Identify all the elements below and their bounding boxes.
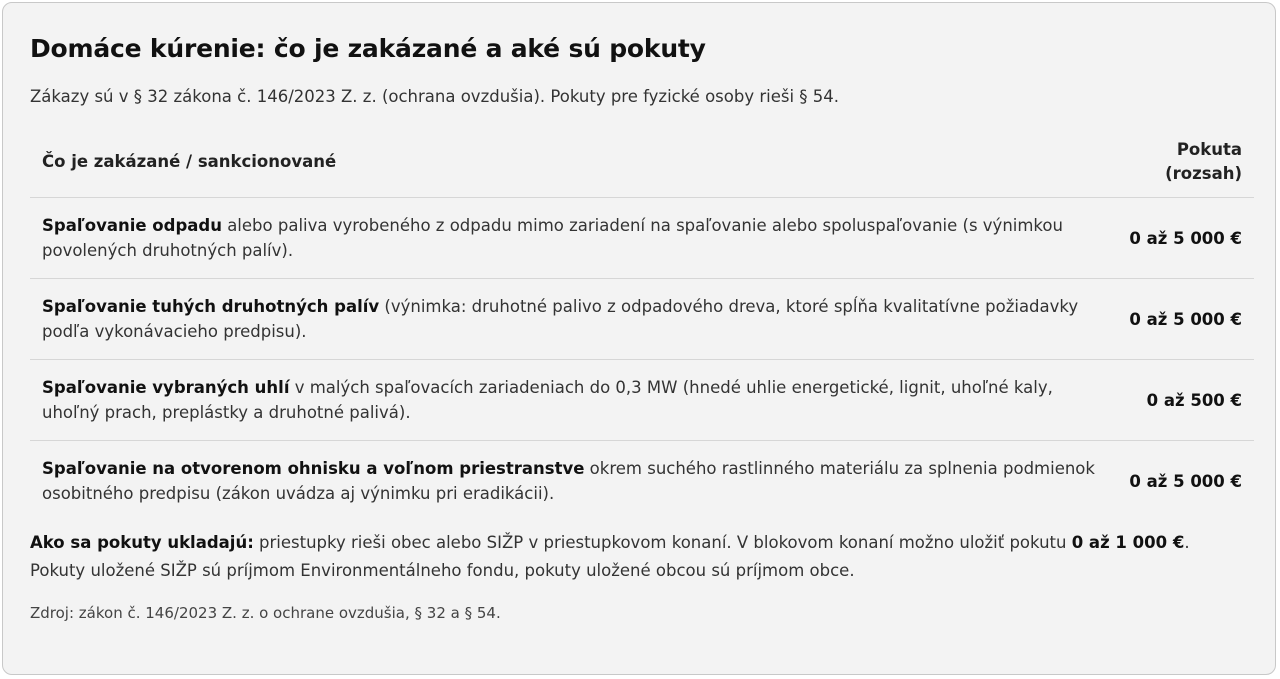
row-text: alebo paliva vyrobeného z odpadu mimo zariadení na spaľovanie alebo spoluspaľovanie (s výnimkou povolených druhotných palív). — [42, 216, 1063, 260]
row-description — [30, 441, 1110, 522]
table-row — [30, 198, 1254, 279]
note-amount: 0 až 1 000 € — [1071, 533, 1185, 552]
header-fine — [1110, 129, 1254, 198]
header-fine-line2: (rozsah) — [1165, 164, 1242, 183]
header-what: Čo je zakázané / sankcionované — [30, 129, 1110, 198]
row-bold-label: Spaľovanie odpadu — [42, 216, 222, 235]
header-fine-line1: Pokuta — [1176, 140, 1242, 159]
source-citation: Zdroj: zákon č. 146/2023 Z. z. o ochrane ovzdušia, § 32 a § 54. — [30, 604, 501, 622]
row-text: v malých spaľovacích zariadeniach do 0,3 MW (hnedé uhlie energetické, lignit, uhoľné kaly, uhoľný prach, preplástky a druhotné palivá). — [42, 378, 1053, 422]
row-bold-label: Spaľovanie na otvorenom ohnisku a voľnom priestranstve — [42, 459, 585, 478]
info-card — [2, 2, 1276, 675]
row-fine: 0 až 500 € — [1110, 360, 1254, 441]
row-description — [30, 360, 1110, 441]
table-row — [30, 360, 1254, 441]
row-bold-label: Spaľovanie tuhých druhotných palív — [42, 297, 380, 316]
row-text: okrem suchého rastlinného materiálu za splnenia podmienok osobitného predpisu (zákon uvádza aj výnimku pri eradikácii). — [42, 459, 1095, 503]
fines-note — [30, 529, 1248, 585]
note-label: Ako sa pokuty ukladajú: — [30, 533, 254, 552]
fines-table — [30, 129, 1254, 521]
row-text: (výnimka: druhotné palivo z odpadového dreva, ktoré spĺňa kvalitatívne požiadavky podľa vykonávacieho predpisu). — [42, 297, 1079, 341]
row-fine: 0 až 5 000 € — [1129, 471, 1242, 491]
row-description — [30, 279, 1110, 360]
row-description — [30, 198, 1110, 279]
row-bold-label: Spaľovanie vybraných uhlí — [42, 378, 290, 397]
table-row — [30, 441, 1254, 522]
note-text-1: priestupky rieši obec alebo SIŽP v priestupkovom konaní. V blokovom konaní možno uložiť pokutu — [253, 533, 1072, 552]
row-fine: 0 až 5 000 € — [1110, 279, 1254, 360]
note-text-2: . Pokuty uložené SIŽP sú príjmom Environmentálneho fondu, pokuty uložené obcou sú príjmom obce. — [30, 533, 1190, 580]
table-row — [30, 279, 1254, 360]
intro-text: Zákazy sú v § 32 zákona č. 146/2023 Z. z. (ochrana ovzdušia). Pokuty pre fyzické osoby rieši § 54. — [30, 87, 840, 106]
table-header-row — [30, 129, 1254, 198]
row-fine: 0 až 5 000 € — [1110, 198, 1254, 279]
page-title: Domáce kúrenie: čo je zakázané a aké sú pokuty — [30, 34, 706, 63]
